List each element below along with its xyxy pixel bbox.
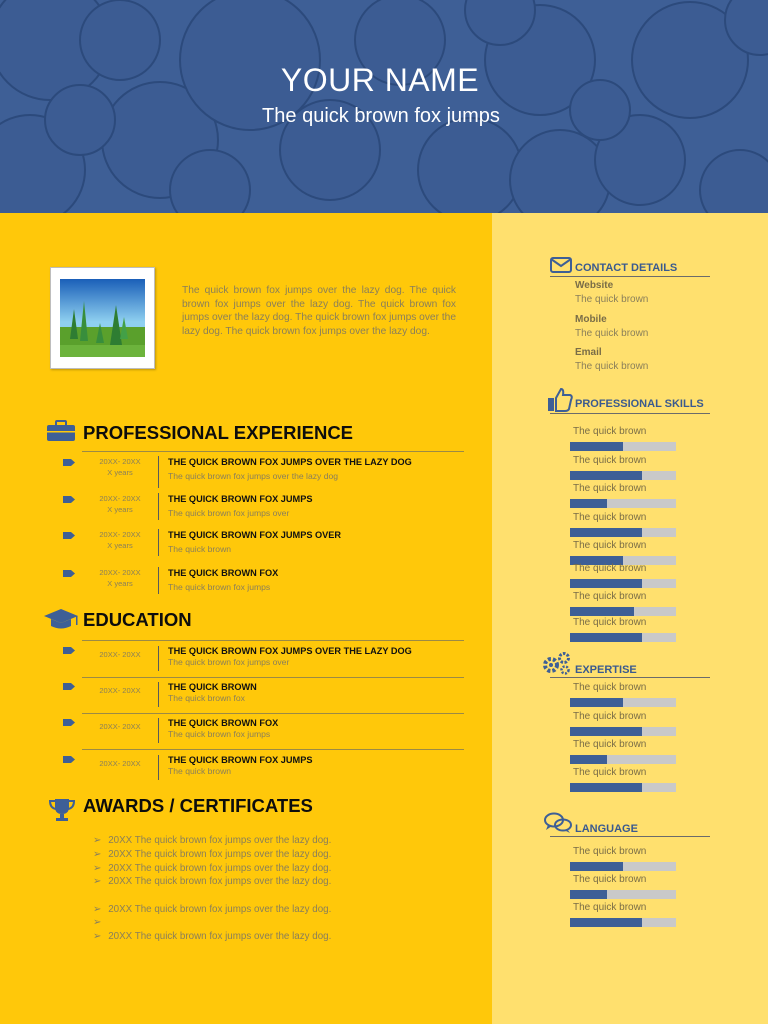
skill-bar [570,471,676,480]
timeline-divider [158,567,159,594]
experience-date [80,567,160,589]
expertise-bar-fill [570,698,623,707]
skill-bar-fill [570,579,642,588]
tag-bullet-icon [63,532,75,539]
contact-value[interactable]: The quick brown [575,294,649,305]
tag-bullet-icon [63,647,75,654]
experience-date-range: 20XX- 20XX [99,494,141,503]
skills-heading: PROFESSIONAL SKILLS [575,398,704,410]
education-subtitle: The quick brown [168,766,232,776]
experience-subtitle: The quick brown fox jumps [168,582,271,592]
award-text: 20XX The quick brown fox jumps over the lazy dog. [108,931,332,942]
award-item [93,904,331,915]
skill-bar [570,499,676,508]
skill-bar-fill [570,471,642,480]
award-text: 20XX The quick brown fox jumps over the lazy dog. [108,863,332,874]
briefcase-icon [46,420,76,442]
candidate-tagline: The quick brown fox jumps [262,105,500,127]
skill-label: The quick brown [573,426,647,437]
chevron-bullet-icon: ➢ [93,917,102,928]
expertise-bar-fill [570,727,642,736]
experience-subtitle: The quick brown fox jumps over the lazy dog [168,471,339,481]
expertise-label: The quick brown [573,682,647,693]
skill-bar-fill [570,633,642,642]
experience-duration: X years [107,579,133,588]
skill-bar-fill [570,528,642,537]
experience-title: THE QUICK BROWN FOX JUMPS [168,494,313,504]
awards-heading: AWARDS / CERTIFICATES [83,795,313,816]
language-bar [570,918,676,927]
language-bar-fill [570,918,642,927]
award-text: 20XX The quick brown fox jumps over the lazy dog. [108,876,332,887]
skill-bar [570,633,676,642]
award-text: 20XX The quick brown fox jumps over the lazy dog. [108,835,332,846]
skill-label: The quick brown [573,512,647,523]
skill-bar [570,579,676,588]
contact-heading-rule [550,276,710,277]
skill-label: The quick brown [573,591,647,602]
expertise-label: The quick brown [573,739,647,750]
award-item [93,876,331,887]
language-heading-rule [550,836,710,837]
education-date: 20XX- 20XX [99,650,141,659]
envelope-icon [550,257,572,273]
experience-heading-rule [82,451,464,452]
expertise-label: The quick brown [573,767,647,778]
skill-bar [570,607,676,616]
skill-label: The quick brown [573,617,647,628]
education-subtitle: The quick brown fox jumps over [168,657,290,667]
skill-label: The quick brown [573,563,647,574]
experience-title: THE QUICK BROWN FOX JUMPS OVER THE LAZY DOG [168,457,412,467]
contact-label: Email [575,347,602,358]
chevron-bullet-icon: ➢ [93,931,102,942]
education-subtitle: The quick brown fox jumps [168,729,271,739]
tag-bullet-icon [63,719,75,726]
experience-title: THE QUICK BROWN FOX [168,568,279,578]
language-label: The quick brown [573,846,647,857]
timeline-divider [158,493,159,520]
tag-bullet-icon [63,496,75,503]
experience-heading: PROFESSIONAL EXPERIENCE [83,422,354,443]
education-heading-rule [82,640,464,641]
experience-date-range: 20XX- 20XX [99,568,141,577]
award-item [93,931,331,942]
header-banner [0,0,768,213]
award-item [93,835,331,846]
education-date: 20XX- 20XX [99,759,141,768]
profile-photo[interactable] [50,267,155,369]
expertise-heading: EXPERTISE [575,664,637,676]
language-bar-fill [570,890,607,899]
expertise-bar [570,727,676,736]
language-bar [570,890,676,899]
experience-subtitle: The quick brown fox jumps over [168,508,290,518]
experience-duration: X years [107,505,133,514]
skill-bar-fill [570,607,634,616]
education-date: 20XX- 20XX [99,722,141,731]
expertise-bar [570,755,676,764]
candidate-name: YOUR NAME [280,62,480,98]
chevron-bullet-icon: ➢ [93,835,102,846]
expertise-heading-rule [550,677,710,678]
education-row-rule [82,749,464,750]
education-title: THE QUICK BROWN FOX JUMPS OVER THE LAZY DOG [168,646,412,656]
education-date: 20XX- 20XX [99,686,141,695]
tag-bullet-icon [63,459,75,466]
chevron-bullet-icon: ➢ [93,863,102,874]
experience-date [80,456,160,478]
chevron-bullet-icon: ➢ [93,849,102,860]
award-item [93,917,108,928]
timeline-divider [158,718,159,743]
tag-bullet-icon [63,756,75,763]
contact-value[interactable]: The quick brown [575,328,649,339]
skill-label: The quick brown [573,540,647,551]
timeline-divider [158,646,159,671]
skill-label: The quick brown [573,455,647,466]
education-title: THE QUICK BROWN FOX JUMPS [168,755,313,765]
gears-icon [541,651,571,675]
language-bar [570,862,676,871]
education-subtitle: The quick brown fox [168,693,245,703]
skills-heading-rule [550,413,710,414]
tag-bullet-icon [63,683,75,690]
skill-bar-fill [570,499,607,508]
tag-bullet-icon [63,570,75,577]
photo-image [60,279,145,357]
award-text: 20XX The quick brown fox jumps over the lazy dog. [108,849,332,860]
language-heading: LANGUAGE [575,823,638,835]
skill-bar [570,442,676,451]
experience-subtitle: The quick brown [168,544,232,554]
award-item [93,863,331,874]
expertise-bar [570,698,676,707]
thumbs-up-icon [547,387,573,413]
timeline-divider [158,456,159,488]
education-title: THE QUICK BROWN [168,682,257,692]
experience-date [80,493,160,515]
experience-title: THE QUICK BROWN FOX JUMPS OVER [168,530,342,540]
award-text: 20XX The quick brown fox jumps over the lazy dog. [108,904,332,915]
experience-duration: X years [107,468,133,477]
education-row-rule [82,677,464,678]
skill-bar [570,528,676,537]
education-heading: EDUCATION [83,609,192,630]
experience-duration: X years [107,541,133,550]
chevron-bullet-icon: ➢ [93,876,102,887]
contact-label: Mobile [575,314,607,325]
skill-bar-fill [570,442,623,451]
language-bar-fill [570,862,623,871]
graduation-cap-icon [43,607,79,631]
timeline-divider [158,682,159,707]
language-label: The quick brown [573,874,647,885]
education-title: THE QUICK BROWN FOX [168,718,279,728]
speech-bubbles-icon [543,812,573,834]
experience-date [80,529,160,551]
timeline-divider [158,755,159,780]
intro-paragraph: The quick brown fox jumps over the lazy dog. The quick brown fox jumps over the lazy dog. The quick brown fox jumps over the lazy dog. The quick brown fox jumps over the lazy dog. The quick brown fox jumps over the lazy dog. [182,285,456,337]
expertise-label: The quick brown [573,711,647,722]
contact-heading: CONTACT DETAILS [575,262,678,274]
timeline-divider [158,529,159,556]
skill-label: The quick brown [573,483,647,494]
trophy-icon [48,797,76,823]
experience-date-range: 20XX- 20XX [99,530,141,539]
contact-value[interactable]: The quick brown [575,361,649,372]
chevron-bullet-icon: ➢ [93,904,102,915]
experience-date-range: 20XX- 20XX [99,457,141,466]
language-label: The quick brown [573,902,647,913]
contact-label: Website [575,280,614,291]
award-item [93,849,331,860]
expertise-bar [570,783,676,792]
expertise-bar-fill [570,783,642,792]
expertise-bar-fill [570,755,607,764]
education-row-rule [82,713,464,714]
